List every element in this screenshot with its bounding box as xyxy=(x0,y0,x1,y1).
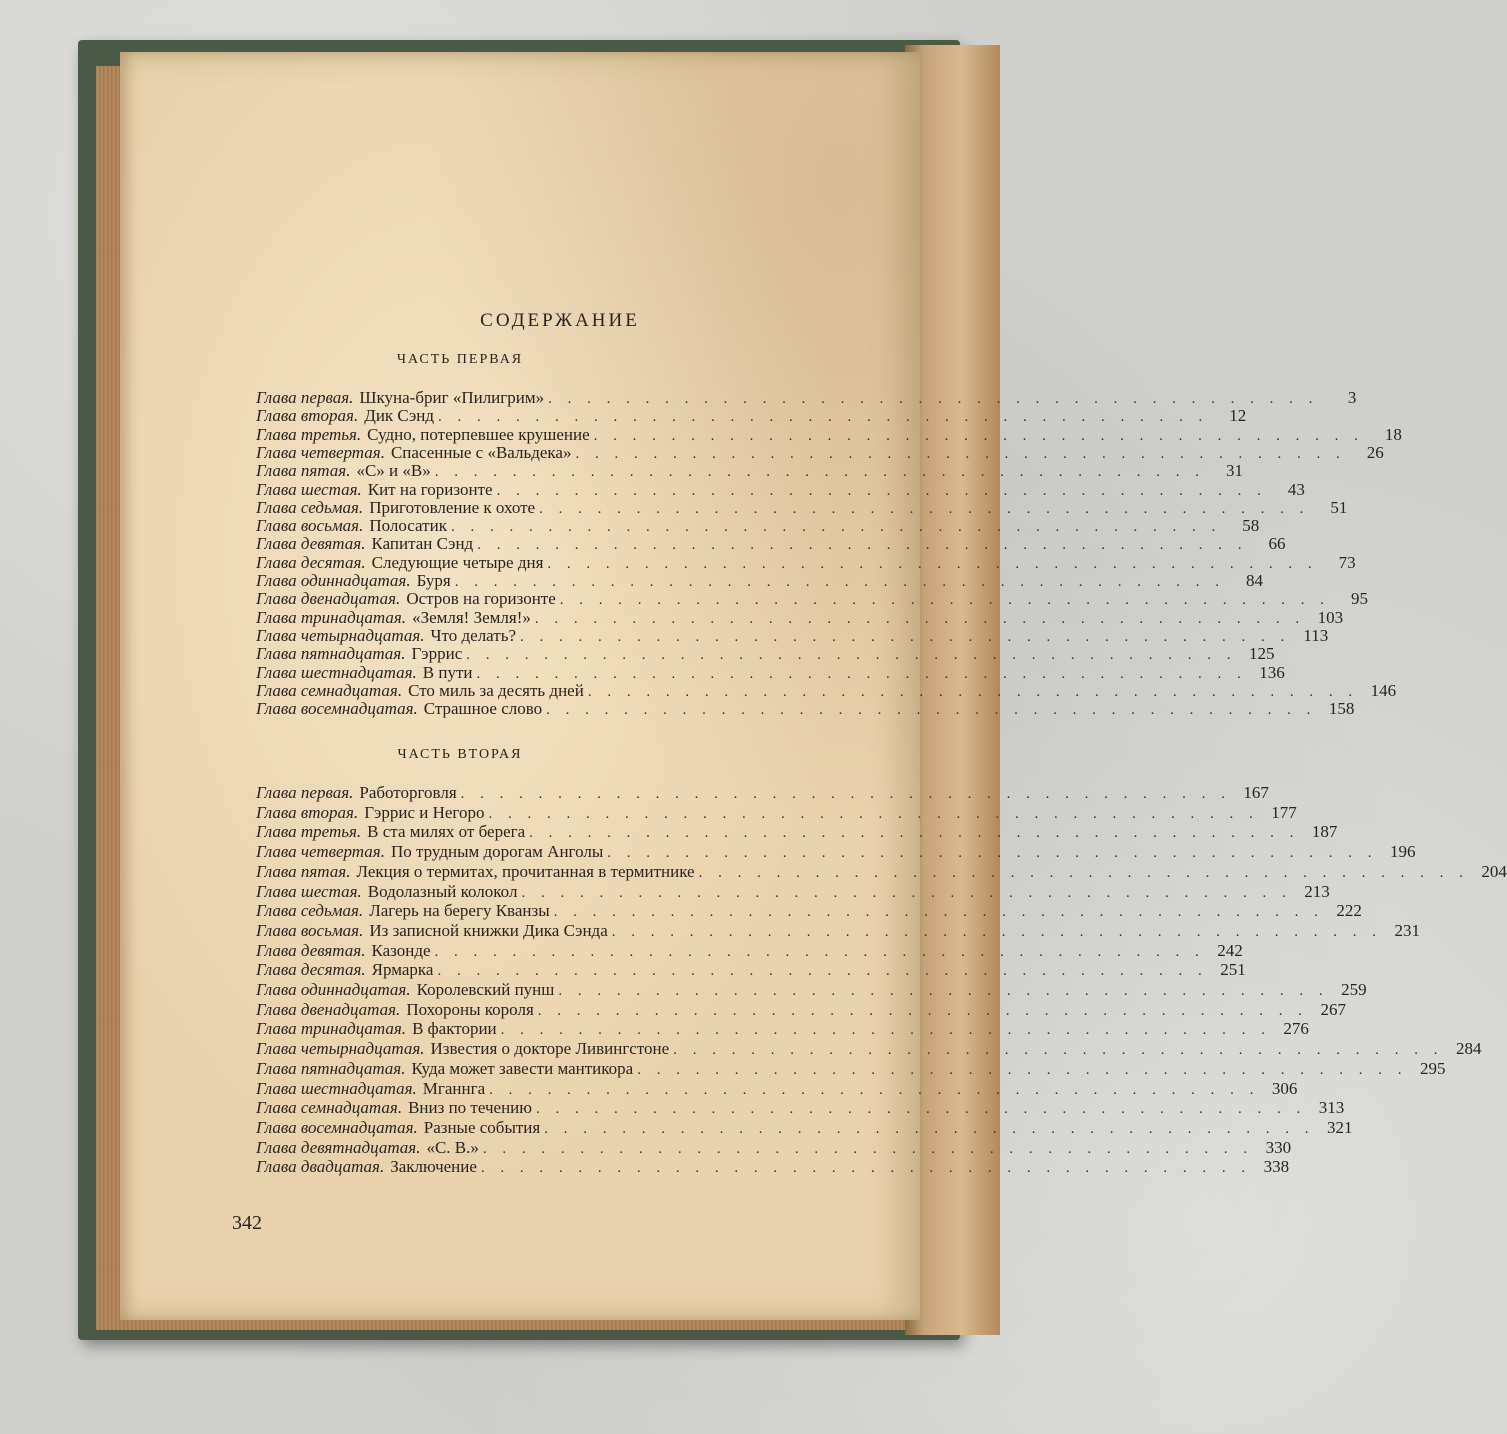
leader-dots: . . . . . . . . . . . . . . . . . . . . . . . . . . . . . . . . . . . . . . . . xyxy=(548,391,1319,407)
entry-page-number: 321 xyxy=(1326,1117,1353,1137)
toc-entry[interactable] xyxy=(256,1117,1353,1138)
chapter-title: Заключение xyxy=(390,1157,477,1177)
entry-page-number: 12 xyxy=(1229,406,1247,426)
chapter-label: Глава восемнадцатая. xyxy=(256,1117,418,1137)
entry-page-number: 103 xyxy=(1317,607,1344,627)
toc-entry[interactable] xyxy=(256,901,1362,921)
toc-entry[interactable] xyxy=(256,534,1286,554)
leader-dots: . . . . . . . . . . . . . . . . . . . . . . . . . . . . . . . . . . . . . . . . xyxy=(438,409,1209,426)
leader-dots: . . . . . . . . . . . . . . . . . . . . . . . . . . . . . . . . . . . . . . . . xyxy=(553,904,1324,921)
chapter-label: Глава пятая. xyxy=(256,861,351,881)
chapter-title: Кит на горизонте xyxy=(367,479,493,499)
chapter-label: Глава семнадцатая. xyxy=(256,1098,403,1118)
entry-page-number: 167 xyxy=(1243,783,1269,802)
chapter-title: Гэррис и Негоро xyxy=(364,802,485,822)
entry-page-number: 51 xyxy=(1330,497,1348,517)
leader-dots: . . . . . . . . . . . . . . . . . . . . . . . . . . . . . . . . . . . . . . . . xyxy=(450,519,1222,536)
chapter-label: Глава первая. xyxy=(256,783,354,802)
chapter-label: Глава девятнадцатая. xyxy=(256,1137,421,1157)
leader-dots: . . . . . . . . . . . . . . . . . . . . . . . . . . . . . . . . . . . . . . . . xyxy=(496,482,1267,499)
chapter-title: Куда может завести мантикора xyxy=(411,1058,634,1078)
leader-dots: . . . . . . . . . . . . . . . . . . . . . . . . . . . . . . . . . . . . . . . . xyxy=(476,665,1247,682)
chapter-label: Глава первая. xyxy=(256,388,354,407)
toc-entry[interactable] xyxy=(256,644,1275,664)
entry-page-number: 251 xyxy=(1220,960,1246,980)
chapter-label: Глава шестнадцатая. xyxy=(256,662,417,682)
entry-page-number: 196 xyxy=(1390,842,1416,862)
toc-entry[interactable] xyxy=(256,920,1420,941)
entry-page-number: 95 xyxy=(1351,589,1369,609)
toc-entry[interactable] xyxy=(256,881,1330,902)
leader-dots: . . . . . . . . . . . . . . . . . . . . . . . . . . . . . . . . . . . . . . . . xyxy=(534,610,1306,627)
chapter-title: Спасенные с «Вальдека» xyxy=(390,442,572,462)
entry-page-number: 267 xyxy=(1320,999,1347,1019)
leader-dots: . . . . . . . . . . . . . . . . . . . . . . . . . . . . . . . . . . . . . . . . xyxy=(637,1061,1408,1078)
leader-dots: . . . . . . . . . . . . . . . . . . . . . . . . . . . . . . . . . . . . . . . . xyxy=(454,574,1226,590)
leader-dots: . . . . . . . . . . . . . . . . . . . . . . . . . . . . . . . . . . . . . . . . xyxy=(593,427,1364,444)
chapter-title: В ста милях от берега xyxy=(367,822,526,842)
toc-entry[interactable] xyxy=(256,960,1246,980)
leader-dots: . . . . . . . . . . . . . . . . . . . . . . . . . . . . . . . . . . . . . . . . xyxy=(575,445,1346,462)
entry-page-number: 222 xyxy=(1336,901,1362,921)
chapter-title: По трудным дорогам Анголы xyxy=(390,842,604,862)
chapter-label: Глава вторая. xyxy=(256,802,359,822)
chapter-title: В пути xyxy=(422,662,473,682)
leader-dots: . . . . . . . . . . . . . . . . . . . . . . . . . . . . . . . . . . . . . . . . xyxy=(539,500,1310,517)
toc-entry[interactable] xyxy=(256,699,1355,719)
page-number: 342 xyxy=(232,1212,262,1234)
chapter-title: Из записной книжки Дика Сэнда xyxy=(369,920,608,940)
toc-entry[interactable] xyxy=(256,802,1297,823)
leader-dots: . . . . . . . . . . . . . . . . . . . . . . . . . . . . . . . . . . . . . . . . xyxy=(611,923,1382,940)
entry-page-number: 204 xyxy=(1481,861,1507,881)
chapter-title: Приготовление к охоте xyxy=(369,497,536,517)
entry-page-number: 31 xyxy=(1225,461,1243,481)
leader-dots: . . . . . . . . . . . . . . . . . . . . . . . . . . . . . . . . . . . . . . . . xyxy=(673,1042,1444,1059)
chapter-label: Глава десятая. xyxy=(256,960,366,980)
toc-entry[interactable] xyxy=(256,424,1402,445)
chapter-label: Глава десятая. xyxy=(256,552,366,572)
chapter-title: Дик Сэнд xyxy=(364,406,435,426)
entry-page-number: 330 xyxy=(1265,1137,1292,1157)
chapter-label: Глава тринадцатая. xyxy=(256,607,407,627)
chapter-label: Глава седьмая. xyxy=(256,497,364,517)
part-label: ЧАСТЬ ВТОРАЯ xyxy=(397,747,523,762)
toc-entry[interactable] xyxy=(256,680,1397,701)
chapter-label: Глава одиннадцатая. xyxy=(256,980,411,999)
chapter-title: Королевский пунш xyxy=(416,980,555,999)
toc-entry[interactable] xyxy=(256,940,1243,961)
leader-dots: . . . . . . . . . . . . . . . . . . . . . . . . . . . . . . . . . . . . . . . . xyxy=(521,884,1292,901)
leader-dots: . . . . . . . . . . . . . . . . . . . . . . . . . . . . . . . . . . . . . . . . xyxy=(698,864,1469,881)
leader-dots: . . . . . . . . . . . . . . . . . . . . . . . . . . . . . . . . . . . . . . . . xyxy=(477,537,1248,554)
chapter-title: «Земля! Земля!» xyxy=(412,607,531,627)
toc-entry[interactable] xyxy=(256,980,1367,1000)
entry-page-number: 284 xyxy=(1455,1039,1482,1059)
chapter-title: Страшное слово xyxy=(423,699,543,719)
entry-page-number: 3 xyxy=(1347,388,1357,407)
chapter-label: Глава четырнадцатая. xyxy=(256,1039,425,1059)
chapter-label: Глава пятая. xyxy=(256,461,351,481)
chapter-label: Глава девятая. xyxy=(256,534,366,554)
entry-page-number: 213 xyxy=(1304,881,1330,901)
leader-dots: . . . . . . . . . . . . . . . . . . . . . . . . . . . . . . . . . . . . . . . . xyxy=(480,1160,1252,1177)
chapter-title: Сто миль за десять дней xyxy=(408,680,584,700)
toc-entry[interactable] xyxy=(256,607,1344,628)
entry-page-number: 58 xyxy=(1242,516,1260,536)
chapter-label: Глава шестнадцатая. xyxy=(256,1078,417,1098)
leader-dots: . . . . . . . . . . . . . . . . . . . . . . . . . . . . . . . . . . . . . . . . xyxy=(489,1081,1260,1098)
leader-dots: . . . . . . . . . . . . . . . . . . . . . . . . . . . . . . . . . . . . . . . . xyxy=(500,1022,1271,1039)
chapter-label: Глава восемнадцатая. xyxy=(256,699,418,719)
toc-title: СОДЕРЖАНИЕ xyxy=(480,310,640,331)
chapter-title: Судно, потерпевшее крушение xyxy=(367,424,590,444)
entry-page-number: 113 xyxy=(1303,625,1329,645)
chapter-title: Шкуна-бриг «Пилигрим» xyxy=(359,388,545,407)
toc-entry[interactable] xyxy=(256,625,1329,646)
chapter-label: Глава семнадцатая. xyxy=(256,680,403,700)
entry-page-number: 26 xyxy=(1366,442,1384,462)
entry-page-number: 136 xyxy=(1259,662,1285,682)
toc-entry[interactable] xyxy=(256,1078,1298,1099)
chapter-label: Глава пятнадцатая. xyxy=(256,1058,406,1078)
chapter-label: Глава двенадцатая. xyxy=(256,999,401,1019)
chapter-label: Глава шестая. xyxy=(256,881,362,901)
leader-dots: . . . . . . . . . . . . . . . . . . . . . . . . . . . . . . . . . . . . . . . . xyxy=(559,592,1331,609)
entry-page-number: 295 xyxy=(1419,1058,1446,1078)
entry-page-number: 313 xyxy=(1318,1098,1345,1118)
chapter-title: Мганнга xyxy=(422,1078,486,1098)
toc-entry[interactable] xyxy=(256,589,1369,609)
entry-page-number: 231 xyxy=(1394,920,1420,940)
chapter-title: Что делать? xyxy=(430,625,517,645)
leader-dots: . . . . . . . . . . . . . . . . . . . . . . . . . . . . . . . . . . . . . . . . xyxy=(546,702,1317,719)
chapter-label: Глава девятая. xyxy=(256,940,366,960)
chapter-title: Похороны короля xyxy=(406,999,534,1019)
entry-page-number: 84 xyxy=(1246,571,1264,590)
entry-page-number: 259 xyxy=(1341,980,1367,999)
toc-entry[interactable] xyxy=(256,516,1260,536)
entry-page-number: 276 xyxy=(1283,1019,1309,1039)
chapter-title: Работорговля xyxy=(359,783,457,802)
chapter-label: Глава шестая. xyxy=(256,479,362,499)
toc-entry[interactable] xyxy=(256,662,1285,683)
toc-entry[interactable] xyxy=(256,783,1269,803)
chapter-label: Глава пятнадцатая. xyxy=(256,644,406,664)
toc-entry[interactable] xyxy=(256,842,1416,862)
chapter-label: Глава четвертая. xyxy=(256,842,385,862)
chapter-title: Известия о докторе Ливингстоне xyxy=(430,1039,670,1059)
chapter-label: Глава вторая. xyxy=(256,406,359,426)
leader-dots: . . . . . . . . . . . . . . . . . . . . . . . . . . . . . . . . . . . . . . . . xyxy=(488,805,1259,822)
toc-entry[interactable] xyxy=(256,1058,1446,1079)
chapter-label: Глава третья. xyxy=(256,424,362,444)
chapter-title: Полосатик xyxy=(369,516,447,536)
toc-entry[interactable] xyxy=(256,1039,1482,1059)
chapter-title: Капитан Сэнд xyxy=(371,534,474,554)
chapter-label: Глава тринадцатая. xyxy=(256,1019,407,1039)
entry-page-number: 306 xyxy=(1271,1078,1298,1098)
entry-page-number: 146 xyxy=(1370,680,1397,700)
leader-dots: . . . . . . . . . . . . . . . . . . . . . . . . . . . . . . . . . . . . . . . . xyxy=(529,825,1300,842)
toc-entry[interactable] xyxy=(256,1019,1309,1039)
chapter-title: Ярмарка xyxy=(371,960,434,980)
entry-page-number: 242 xyxy=(1217,940,1243,960)
chapter-title: «С. В.» xyxy=(426,1137,479,1157)
leader-dots: . . . . . . . . . . . . . . . . . . . . . . . . . . . . . . . . . . . . . . . . xyxy=(537,1002,1309,1019)
chapter-label: Глава седьмая. xyxy=(256,901,364,921)
toc-entry[interactable] xyxy=(256,1157,1290,1177)
toc-entry[interactable] xyxy=(256,822,1338,842)
chapter-title: Остров на горизонте xyxy=(406,589,556,609)
leader-dots: . . . . . . . . . . . . . . . . . . . . . . . . . . . . . . . . . . . . . . . . xyxy=(434,943,1205,960)
entry-page-number: 66 xyxy=(1268,534,1286,554)
leader-dots: . . . . . . . . . . . . . . . . . . . . . . . . . . . . . . . . . . . . . . . . xyxy=(460,786,1231,802)
leader-dots: . . . . . . . . . . . . . . . . . . . . . . . . . . . . . . . . . . . . . . . . xyxy=(466,647,1237,664)
chapter-title: «С» и «В» xyxy=(356,461,431,481)
chapter-title: Гэррис xyxy=(411,644,463,664)
toc-entry[interactable] xyxy=(256,497,1348,518)
entry-page-number: 177 xyxy=(1271,802,1297,822)
entry-page-number: 18 xyxy=(1384,424,1402,444)
chapter-title: В фактории xyxy=(412,1019,497,1039)
entry-page-number: 158 xyxy=(1328,699,1355,719)
toc-entry[interactable] xyxy=(256,571,1264,591)
chapter-label: Глава двенадцатая. xyxy=(256,589,401,609)
leader-dots: . . . . . . . . . . . . . . . . . . . . . . . . . . . . . . . . . . . . . . . . xyxy=(520,628,1291,645)
chapter-title: Вниз по течению xyxy=(408,1098,532,1118)
leader-dots: . . . . . . . . . . . . . . . . . . . . . . . . . . . . . . . . . . . . . . . . xyxy=(558,983,1329,999)
chapter-label: Глава одиннадцатая. xyxy=(256,571,411,590)
chapter-label: Глава восьмая. xyxy=(256,516,364,536)
toc-entry[interactable] xyxy=(256,388,1357,408)
chapter-title: Водолазный колокол xyxy=(367,881,518,901)
leader-dots: . . . . . . . . . . . . . . . . . . . . . . . . . . . . . . . . . . . . . . . . xyxy=(544,1120,1315,1137)
entry-page-number: 73 xyxy=(1338,552,1356,572)
entry-page-number: 43 xyxy=(1287,479,1305,499)
leader-dots: . . . . . . . . . . . . . . . . . . . . . . . . . . . . . . . . . . . . . . . . xyxy=(607,845,1378,862)
chapter-label: Глава третья. xyxy=(256,822,362,842)
entry-page-number: 125 xyxy=(1249,644,1275,664)
leader-dots: . . . . . . . . . . . . . . . . . . . . . . . . . . . . . . . . . . . . . . . . xyxy=(434,464,1205,481)
chapter-label: Глава четырнадцатая. xyxy=(256,625,425,645)
toc-entry[interactable] xyxy=(256,552,1356,573)
chapter-title: Следующие четыре дня xyxy=(371,552,544,572)
entry-page-number: 338 xyxy=(1263,1157,1290,1177)
toc-entry[interactable] xyxy=(256,442,1384,463)
chapter-title: Буря xyxy=(416,571,451,590)
toc-entry[interactable] xyxy=(256,1137,1292,1158)
entry-page-number: 187 xyxy=(1311,822,1338,842)
chapter-label: Глава четвертая. xyxy=(256,442,385,462)
toc-entry[interactable] xyxy=(256,1098,1345,1118)
chapter-title: Казонде xyxy=(371,940,431,960)
leader-dots: . . . . . . . . . . . . . . . . . . . . . . . . . . . . . . . . . . . . . . . . xyxy=(437,963,1208,980)
leader-dots: . . . . . . . . . . . . . . . . . . . . . . . . . . . . . . . . . . . . . . . . xyxy=(587,683,1359,700)
toc-entry[interactable] xyxy=(256,406,1247,426)
toc-entry[interactable] xyxy=(256,861,1507,882)
leader-dots: . . . . . . . . . . . . . . . . . . . . . . . . . . . . . . . . . . . . . . . . xyxy=(535,1101,1307,1118)
toc-entry[interactable] xyxy=(256,479,1305,500)
part-label: ЧАСТЬ ПЕРВАЯ xyxy=(396,352,524,367)
chapter-label: Глава восьмая. xyxy=(256,920,364,940)
leader-dots: . . . . . . . . . . . . . . . . . . . . . . . . . . . . . . . . . . . . . . . . xyxy=(482,1140,1254,1157)
toc-entry[interactable] xyxy=(256,461,1243,481)
chapter-title: Лагерь на берегу Кванзы xyxy=(369,901,550,921)
chapter-title: Разные события xyxy=(423,1117,541,1137)
toc-entry[interactable] xyxy=(256,999,1347,1020)
chapter-title: Лекция о термитах, прочитанная в термитнике xyxy=(356,861,695,881)
leader-dots: . . . . . . . . . . . . . . . . . . . . . . . . . . . . . . . . . . . . . . . . xyxy=(547,555,1318,572)
chapter-label: Глава двадцатая. xyxy=(256,1157,385,1177)
